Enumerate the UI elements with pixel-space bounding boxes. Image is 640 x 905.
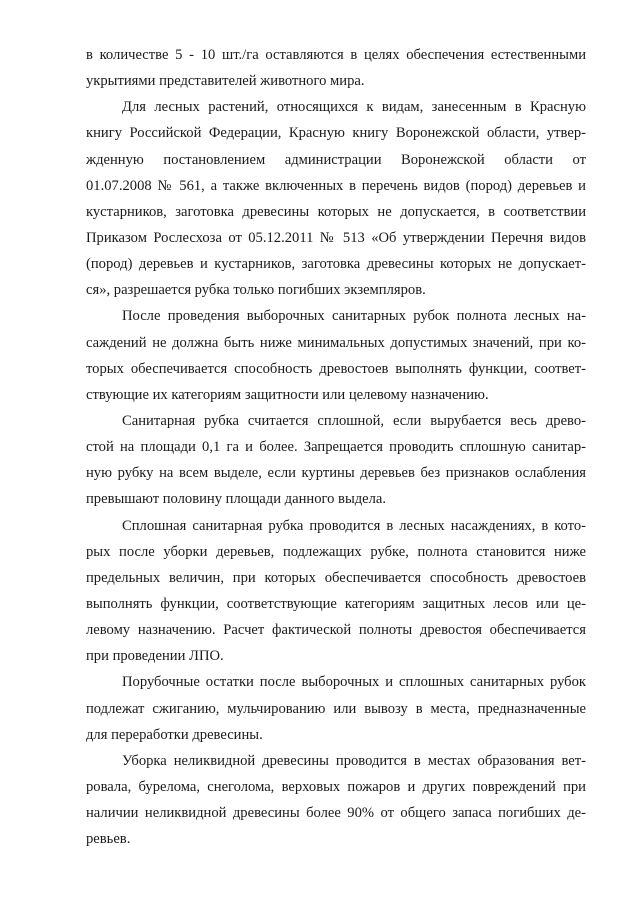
text-line: для переработки древесины.: [86, 726, 263, 743]
document-page: [86, 42, 586, 852]
paragraph-slash-residues: [86, 669, 586, 747]
text-line: наличии неликвидной древесины более 90% от общего запаса погибших де-: [86, 805, 586, 822]
paragraph-red-book: [86, 94, 586, 303]
text-line: подлежат сжиганию, мульчированию или вывозу в места, предназначенные: [86, 700, 586, 717]
text-line: ся», разрешается рубка только погибших экземпляров.: [86, 282, 426, 299]
text-line: саждений не должна быть ниже минимальных допустимых значений, при ко-: [86, 334, 586, 351]
text-line: Уборка неликвидной древесины проводится в местах образования вет-: [122, 752, 586, 769]
text-line: стой на площади 0,1 га и более. Запрещается проводить сплошную санитар-: [86, 439, 586, 456]
text-line: После проведения выборочных санитарных рубок полнота лесных на-: [122, 308, 586, 325]
text-line: ную рубку на всем выделе, если куртины деревьев без признаков ослабления: [86, 465, 586, 482]
text-line: левому назначению. Расчет фактической полноты древостоя обеспечивается: [86, 622, 586, 639]
paragraph-clear-cutting-conditions: [86, 513, 586, 670]
text-line: в количестве 5 - 10 шт./га оставляются в целях обеспечения естественными: [86, 47, 586, 63]
text-line: Для лесных растений, относящихся к видам, занесенным в Красную: [122, 99, 586, 116]
text-line: жденную постановлением администрации Воронежской области от: [86, 151, 586, 168]
text-line: Приказом Рослесхоза от 05.12.2011 № 513 «Об утверждении Перечня видов: [86, 229, 586, 246]
text-line: превышают половину площади данного выдела.: [86, 491, 387, 508]
paragraph-nonmerchantable-wood: [86, 748, 586, 853]
paragraph-selective-cutting: [86, 303, 586, 408]
text-line: укрытиями представителей животного мира.: [86, 73, 365, 90]
text-line: ствующие их категориям защитности или целевому назначению.: [86, 386, 489, 403]
text-line: рых после уборки деревьев, подлежащих рубке, полнота становится ниже: [86, 543, 586, 560]
text-line: при проведении ЛПО.: [86, 648, 224, 665]
text-line: торых обеспечивается способность древостоев выполнять функции, соответ-: [86, 360, 586, 377]
text-line: ревьев.: [86, 831, 131, 848]
text-line: кустарников, заготовка древесины которых не допускается, в соответствии: [86, 203, 586, 220]
text-line: книгу Российской Федерации, Красную книгу Воронежской области, утвер-: [86, 125, 586, 142]
text-line: предельных величин, при которых обеспечивается способность древостоев: [86, 569, 586, 586]
paragraph-clear-cutting-definition: [86, 408, 586, 513]
text-line: выполнять функции, соответствующие категориям защитных лесов или це-: [86, 595, 586, 612]
text-line: Санитарная рубка считается сплошной, если вырубается весь древо-: [122, 412, 586, 429]
text-line: (пород) деревьев и кустарников, заготовка древесины которых не допускает-: [86, 256, 586, 273]
text-line: Порубочные остатки после выборочных и сплошных санитарных рубок: [122, 674, 586, 691]
text-line: ровала, бурелома, снеголома, верховых пожаров и других повреждений при: [86, 778, 586, 795]
paragraph-continuation: [86, 42, 586, 94]
text-line: Сплошная санитарная рубка проводится в лесных насаждениях, в кото-: [122, 517, 586, 534]
text-line: 01.07.2008 № 561, а также включенных в перечень видов (пород) деревьев и: [86, 177, 586, 194]
